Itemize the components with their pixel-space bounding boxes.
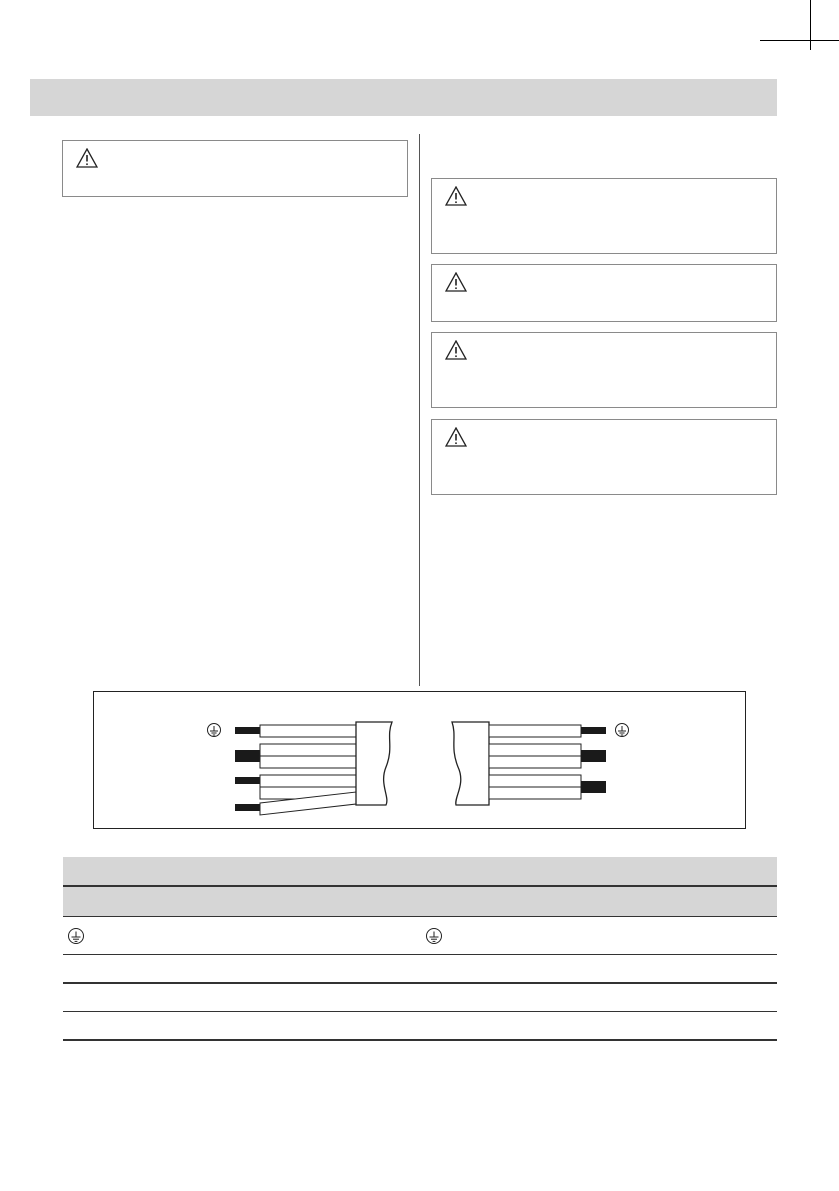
table-cell [425,984,585,1011]
warning-box-left-1 [62,140,408,197]
earth-ground-icon [208,724,221,737]
table-cell [67,955,267,982]
table-header-row [63,857,777,887]
table-cell [593,955,773,982]
warning-triangle-icon [76,148,98,168]
table-cell [593,1012,773,1039]
table-cell [269,984,419,1011]
table-header-cell [425,887,585,916]
table-cell [67,1012,267,1039]
table-cell [425,1012,585,1039]
warning-box-right-3 [431,332,777,408]
wiring-diagram-drawing [94,692,747,830]
table-cell [425,917,585,954]
table-cell [67,984,267,1011]
table-row [63,984,777,1012]
section-header-bar [30,79,777,116]
right-cable [452,722,606,805]
table-cell [593,917,773,954]
crop-mark-vertical [810,0,811,50]
table-subheader-row [63,887,777,917]
warning-triangle-icon [445,427,467,447]
table-header-cell [593,887,773,916]
table-cell [593,984,773,1011]
table-row [63,1012,777,1041]
table-header-cell [67,857,267,885]
table-header-cell [269,887,419,916]
table-cell [269,955,419,982]
crop-mark-horizontal [760,40,839,41]
table-cell [67,917,267,954]
table-cell [269,1012,419,1039]
connection-table [63,857,777,1041]
column-divider [419,134,420,686]
warning-box-right-2 [431,264,777,322]
warning-box-right-1 [431,178,777,254]
table-cell [425,955,585,982]
table-header-cell [67,887,267,916]
earth-ground-icon [616,724,629,737]
table-header-cell [425,857,585,885]
warning-triangle-icon [445,186,467,206]
warning-triangle-icon [445,272,467,292]
table-header-cell [269,857,419,885]
table-cell [269,917,419,954]
wiring-diagram [93,691,746,829]
warning-box-right-4 [431,419,777,495]
warning-triangle-icon [445,340,467,360]
table-header-cell [593,857,773,885]
table-row [63,955,777,984]
earth-ground-icon [67,927,85,945]
earth-ground-icon [425,927,443,945]
table-row [63,917,777,955]
left-cable [235,722,392,815]
